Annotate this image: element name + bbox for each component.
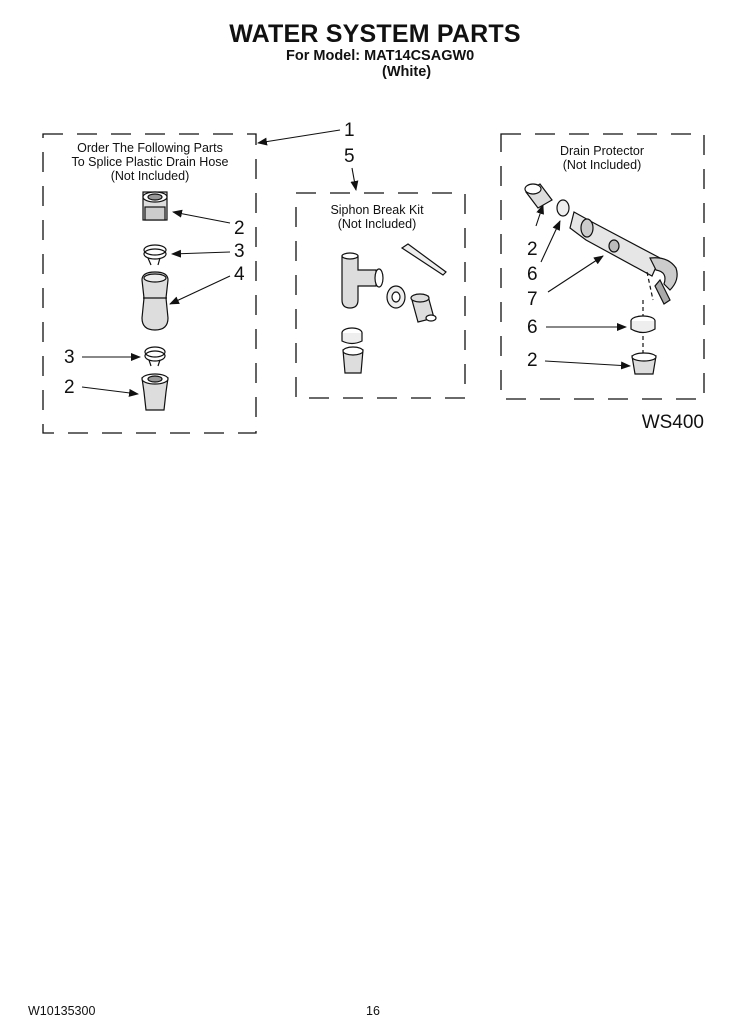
callout-splice-4: 4 [234,264,245,285]
splice-group-label [70,141,230,183]
siphon-ring-part-icon [342,328,362,344]
leader-d2b [545,361,630,366]
clamp-part-icon [144,245,166,265]
page-title: WATER SYSTEM PARTS [229,20,521,48]
coupling-part-icon [143,192,167,220]
leader-s2 [173,212,230,223]
diagram-code: WS400 [641,412,704,433]
connector-tube-part-icon [142,272,168,330]
siphon-label-line2: (Not Included) [337,217,417,231]
callout-drain-7: 7 [527,289,538,310]
splice-label-line2: To Splice Plastic Drain Hose [71,155,229,169]
leader-d7 [548,256,603,292]
cable-tie-part-icon [402,244,446,275]
siphon-label-line1: Siphon Break Kit [330,203,424,217]
splice-parts [142,192,168,410]
drain-ring-lower-part-icon [631,316,655,333]
splice-label-line1: Order The Following Parts [77,141,223,155]
leader-s3 [172,252,230,254]
callout-5: 5 [344,146,355,167]
leader-1 [258,130,340,143]
siphon-nut-part-icon [387,286,405,308]
callout-1: 1 [344,120,355,141]
model-line: For Model: MAT14CSAGW0 [286,48,475,64]
callout-splice-3b: 3 [64,347,75,368]
leader-d2 [536,205,543,226]
leader-5 [352,168,356,190]
clamp-lower-part-icon [145,347,165,366]
drain-ring-part-icon [557,200,569,216]
drain-protector-body-icon [570,212,677,304]
leader-s2b [82,387,138,394]
drain-label-line2: (Not Included) [562,158,642,172]
page-number: 16 [366,1004,380,1018]
leader-d6 [541,221,560,262]
color-line: (White) [382,64,432,80]
callout-drain-6b: 6 [527,317,538,338]
siphon-group-label [312,203,442,231]
callout-drain-2b: 2 [527,350,538,371]
drain-cap-lower-part-icon [632,353,656,374]
doc-number: W10135300 [28,1004,96,1018]
coupling-lower-part-icon [142,374,168,410]
drain-group-label [542,144,662,172]
callout-drain-2: 2 [527,239,538,260]
callout-splice-2b: 2 [64,377,75,398]
callout-drain-6: 6 [527,264,538,285]
siphon-parts [342,244,446,373]
siphon-tee-part-icon [342,253,383,308]
drain-parts [525,184,677,374]
drain-cap-part-icon [525,184,552,208]
leader-s4 [170,276,230,304]
callout-splice-3: 3 [234,241,245,262]
siphon-cap-part-icon [343,347,363,373]
splice-label-line3: (Not Included) [110,169,190,183]
callout-splice-2: 2 [234,218,245,239]
siphon-valve-part-icon [411,294,436,322]
drain-label-line1: Drain Protector [559,144,645,158]
